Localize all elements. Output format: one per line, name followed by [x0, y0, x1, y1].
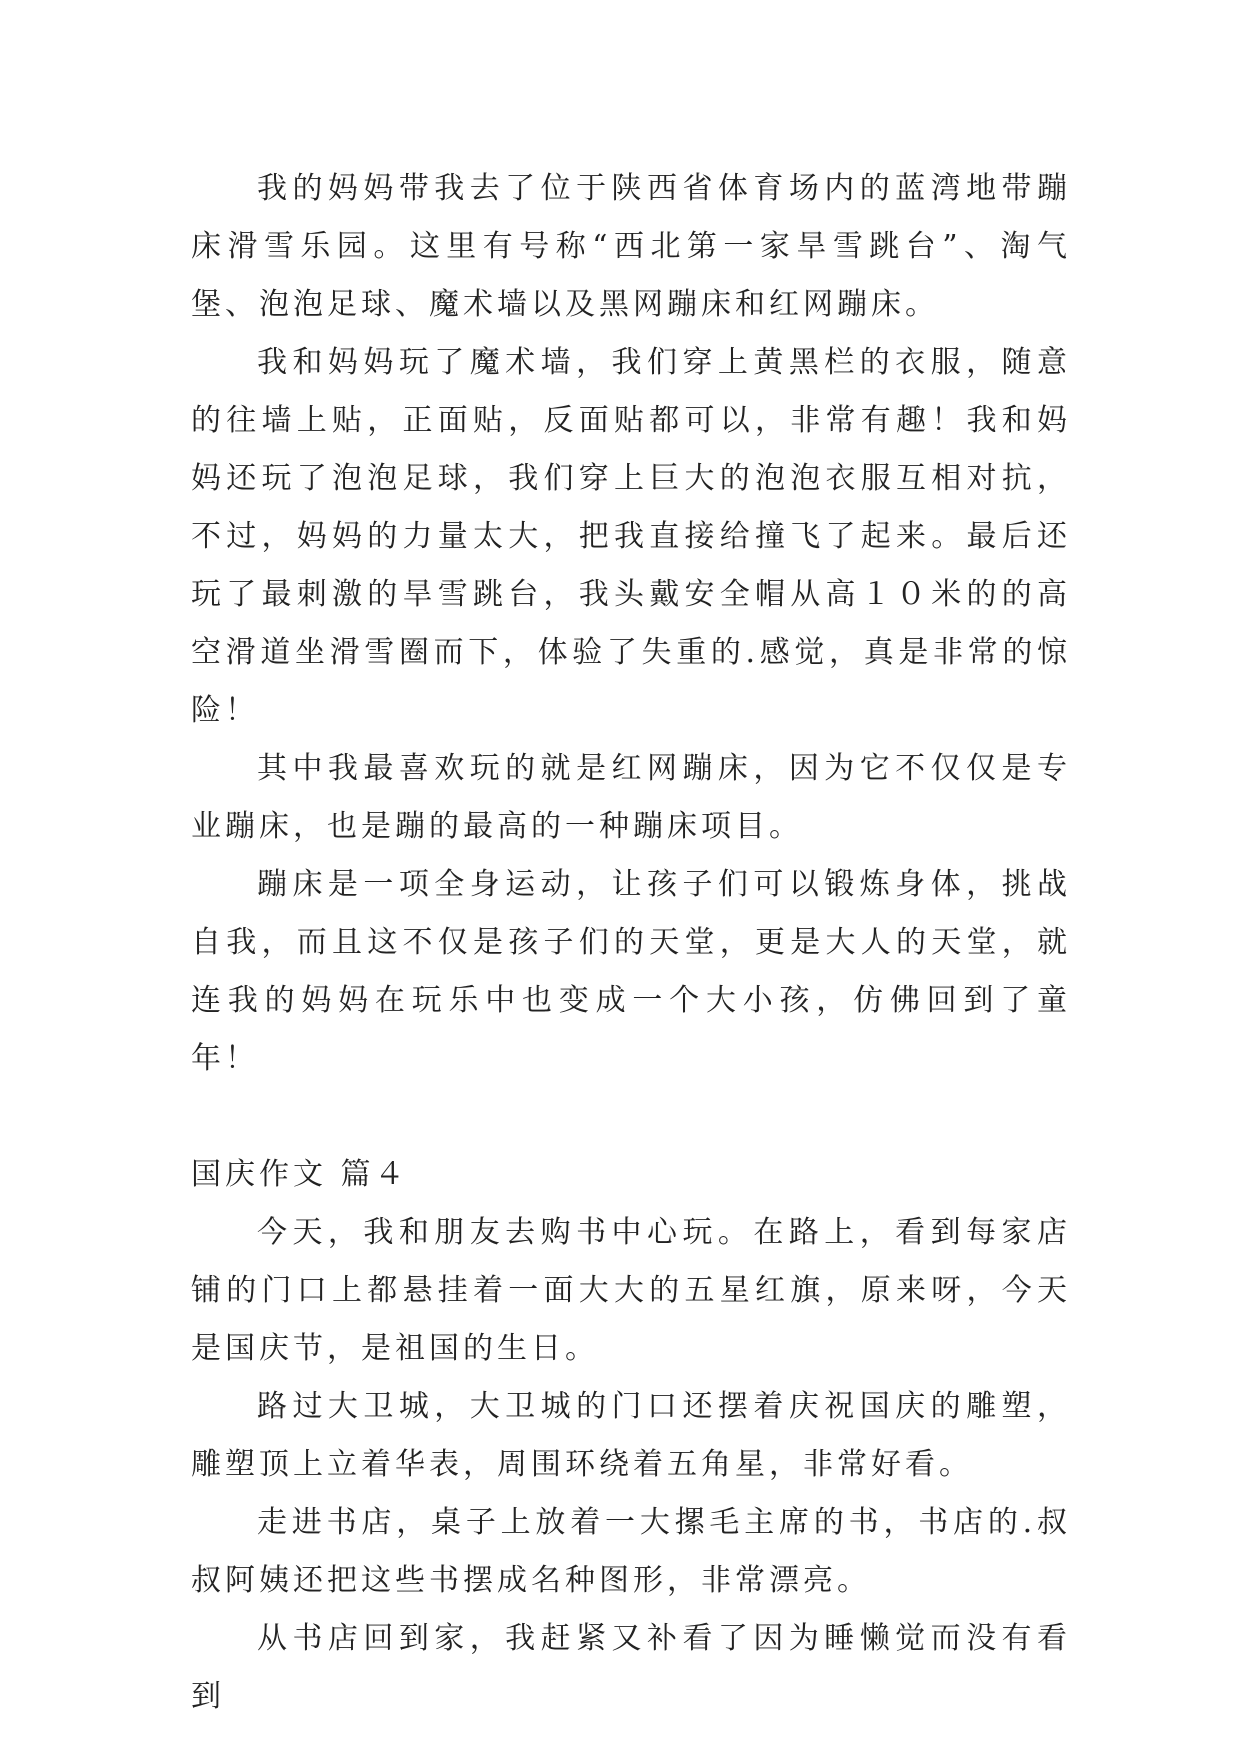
paragraph: 我和妈妈玩了魔术墙，我们穿上黄黑栏的衣服，随意的往墙上贴，正面贴，反面贴都可以，非常有趣！我和妈妈还玩了泡泡足球，我们穿上巨大的泡泡衣服互相对抗，不过，妈妈的力量太大，把我直接给撞飞了起来。最后还玩了最刺激的旱雪跳台，我头戴安全帽从高１０米的的高空滑道坐滑雪圈而下，体验了失重的.感觉，真是非常的惊险！ — [191, 345, 1071, 728]
paragraph: 今天，我和朋友去购书中心玩。在路上，看到每家店铺的门口上都悬挂着一面大大的五星红旗，原来呀，今天是国庆节，是祖国的生日。 — [191, 1215, 1071, 1366]
paragraph: 走进书店，桌子上放着一大摞毛主席的书，书店的.叔叔阿姨还把这些书摆成名种图形，非常漂亮。 — [191, 1505, 1071, 1598]
paragraph: 路过大卫城，大卫城的门口还摆着庆祝国庆的雕塑，雕塑顶上立着华表，周围环绕着五角星，非常好看。 — [191, 1389, 1071, 1482]
paragraph: 其中我最喜欢玩的就是红网蹦床，因为它不仅仅是专业蹦床，也是蹦的最高的一种蹦床项目。 — [191, 751, 1071, 844]
paragraph: 蹦床是一项全身运动，让孩子们可以锻炼身体，挑战自我，而且这不仅是孩子们的天堂，更是大人的天堂，就连我的妈妈在玩乐中也变成一个大小孩，仿佛回到了童年！ — [191, 867, 1071, 1076]
document-body — [191, 160, 1071, 1726]
section-title: 国庆作文 篇４ — [191, 1157, 409, 1192]
paragraph: 从书店回到家，我赶紧又补看了因为睡懒觉而没有看到 — [191, 1621, 1071, 1714]
paragraph: 我的妈妈带我去了位于陕西省体育场内的蓝湾地带蹦床滑雪乐园。这里有号称“西北第一家旱雪跳台”、淘气堡、泡泡足球、魔术墙以及黑网蹦床和红网蹦床。 — [191, 171, 1071, 322]
